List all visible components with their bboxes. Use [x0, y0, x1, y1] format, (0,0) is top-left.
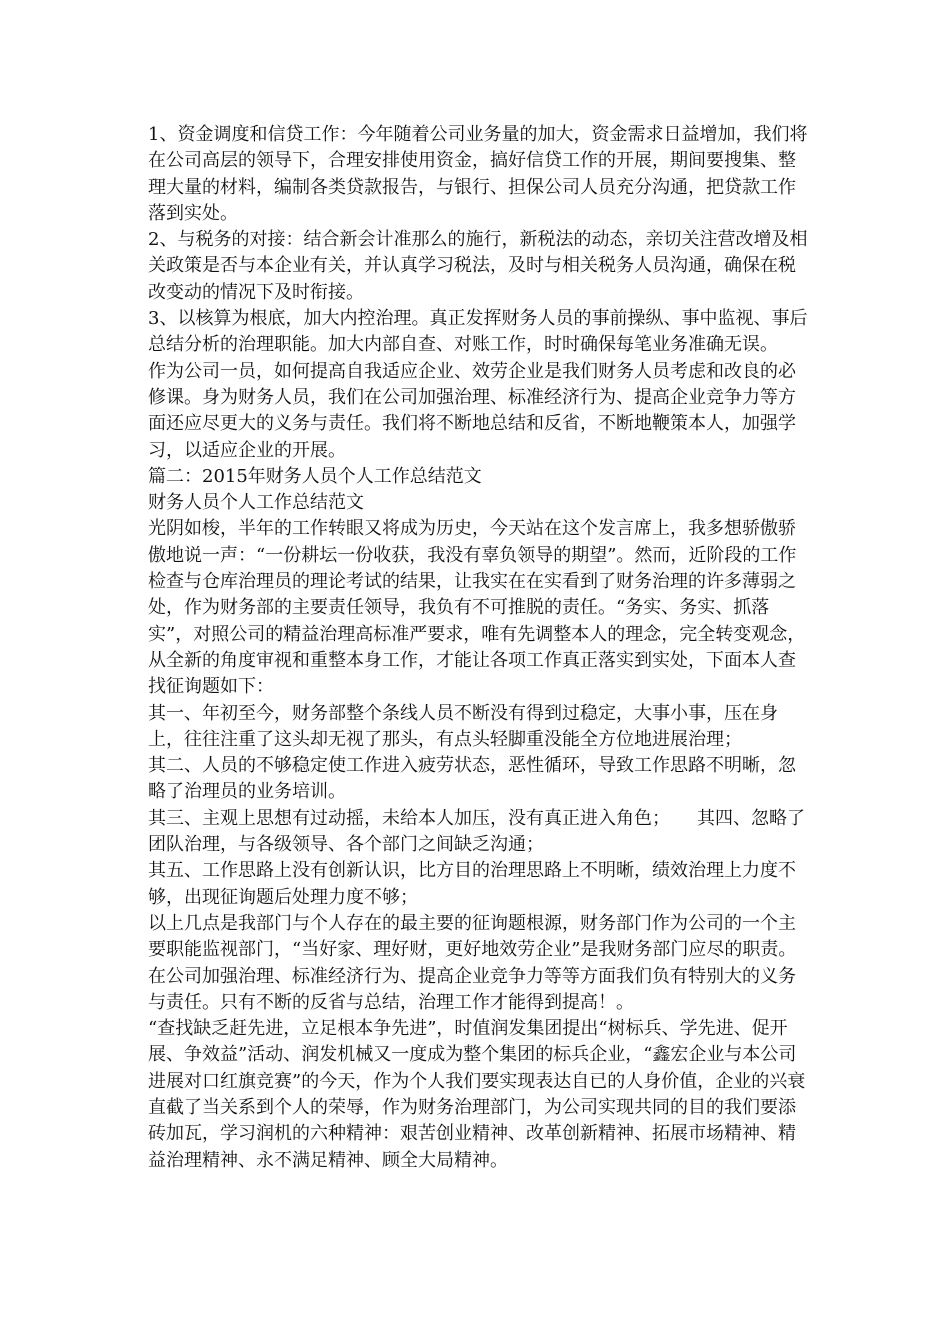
paragraph-tax-liaison: 2、与税务的对接：结合新会计准那么的施行，新税法的动态，亲切关注营改增及相关政策是否与本企业有关，并认真学习税法，及时与相关税务人员沟通，确保在税改变动的情况下及时衔接。: [148, 229, 808, 303]
section-heading: 篇二：2015年财务人员个人工作总结范文: [148, 465, 482, 487]
paragraph-summary: 以上几点是我部门与个人存在的最主要的征询题根源，财务部门作为公司的一个主要职能监视部门，“当好家、理好财，更好地效劳企业”是我财务部门应尽的职责。在公司加强治理、标准经济行为、提高企业竞争力等等方面我们负有特别大的义务与责任。只有不断的反省与总结，治理工作才能得到提高！。: [148, 912, 797, 1013]
paragraph-self-improvement: 作为公司一员，如何提高自我适应企业、效劳企业是我们财务人员考虑和改良的必修课。身为财务人员，我们在公司加强治理、标准经济行为、提高企业竞争力等方面还应尽更大的义务与责任。我们将不断地总结和反省，不断地鞭策本人，加强学习，以适应企业的开展。: [148, 360, 796, 461]
document-body: [148, 122, 810, 1174]
paragraph-issue-two: 其二、人员的不够稳定使工作进入疲劳状态，恶性循环，导致工作思路不明晰，忽略了治理员的业务培训。: [148, 755, 796, 803]
paragraph-issue-five: 其五、工作思路上没有创新认识，比方目的治理思路上不明晰，绩效治理上力度不够，出现征询题后处理力度不够；: [148, 860, 796, 908]
paragraph-intro: 光阴如梭，半年的工作转眼又将成为历史，今天站在这个发言席上，我多想骄傲骄傲地说一声：“一份耕坛一份收获，我没有辜负领导的期望”。然而，近阶段的工作检查与仓库治理员的理论考试的结果，让我实在在实看到了财务治理的许多薄弱之处，作为财务部的主要责任领导，我负有不可推脱的责任。“务实、务实、抓落实”，对照公司的精益治理高标准严要求，唯有先调整本人的理念，完全转变观念，从全新的角度审视和重整本身工作，才能让各项工作真正落实到实处，下面本人查找征询题如下：: [148, 518, 806, 698]
paragraph-internal-control: 3、以核算为根底，加大内控治理。真正发挥财务人员的事前操纵、事中监视、事后总结分析的治理职能。加大内部自查、对账工作，时时确保每笔业务准确无误。: [148, 308, 808, 356]
paragraph-funding-credit: 1、资金调度和信贷工作：今年随着公司业务量的加大，资金需求日益增加，我们将在公司高层的领导下，合理安排使用资金，搞好信贷工作的开展，期间要搜集、整理大量的材料，编制各类贷款报告，与银行、担保公司人员充分沟通，把贷款工作落到实处。: [148, 124, 808, 224]
paragraph-issue-three-four: 其三、主观上思想有过动摇，未给本人加压，没有真正进入角色； 其四、忽略了团队治理，与各级领导、各个部门之间缺乏沟通；: [148, 807, 805, 856]
section-subheading: 财务人员个人工作总结范文: [148, 492, 364, 514]
paragraph-conclusion: “查找缺乏赶先进，立足根本争先进”，时值润发集团提出“树标兵、学先进、促开展、争效益”活动、润发机械又一度成为整个集团的标兵企业，“鑫宏企业与本公司进展对口红旗竞赛”的今天，作为个人我们要实现表达自已的人身价值，企业的兴衰直截了当关系到个人的荣辱，作为财务治理部门，为公司实现共同的目的我们要添砖加瓦，学习润机的六种精神：艰苦创业精神、改革创新精神、拓展市场精神、精益治理精神、永不满足精神、顾全大局精神。: [148, 1018, 806, 1171]
paragraph-issue-one: 其一、年初至今，财务部整个条线人员不断没有得到过稳定，大事小事，压在身上，往往注重了这头却无视了那头，有点头轻脚重没能全方位地进展治理；: [148, 702, 778, 750]
